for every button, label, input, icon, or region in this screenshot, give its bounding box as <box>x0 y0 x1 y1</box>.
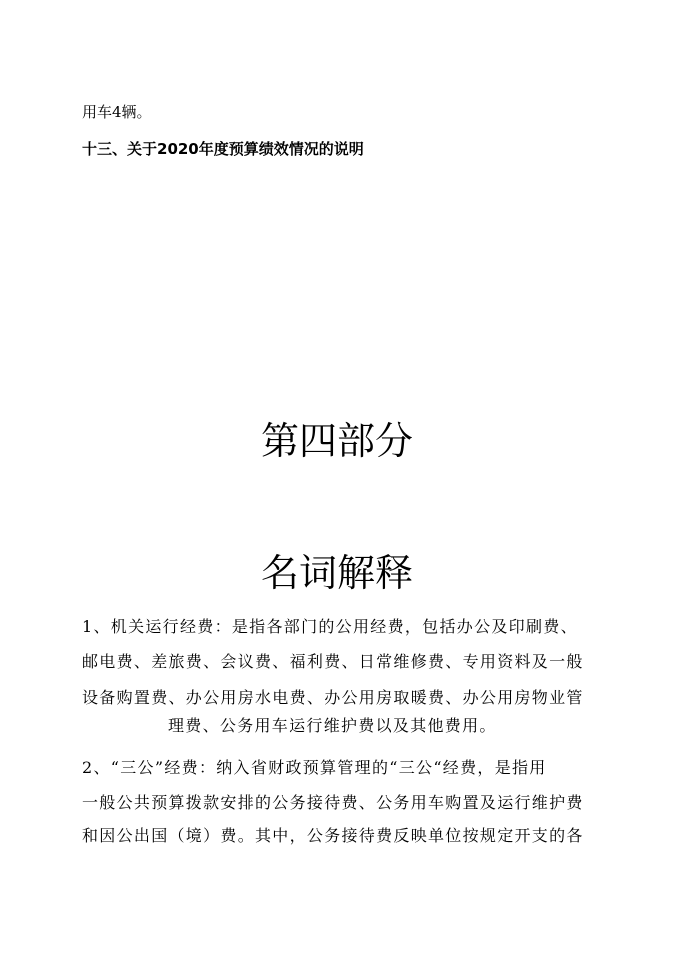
paragraph-line: 设备购置费、办公用房水电费、办公用房取暖费、办公用房物业管 <box>82 688 584 707</box>
paragraph-line: 和因公出国（境）费。其中，公务接待费反映单位按规定开支的各 <box>82 826 584 845</box>
part-subtitle: 名词解释 <box>260 551 413 595</box>
carryover-text-line: 用车4辆。 <box>82 103 152 121</box>
section-heading: 十三、关于2020年度预算绩效情况的说明 <box>82 140 364 158</box>
paragraph-line: 2、“三公”经费：纳入省财政预算管理的“三公“经费，是指用 <box>82 758 547 777</box>
paragraph-line: 1、机关运行经费：是指各部门的公用经费，包括办公及印刷费、 <box>82 617 578 636</box>
paragraph-line: 一般公共预算拨款安排的公务接待费、公务用车购置及运行维护费 <box>82 793 584 812</box>
part-title: 第四部分 <box>260 419 413 463</box>
paragraph-line: 邮电费、差旅费、会议费、福利费、日常维修费、专用资料及一般 <box>82 652 584 671</box>
paragraph-line: 理费、公务用车运行维护费以及其他费用。 <box>168 716 497 735</box>
